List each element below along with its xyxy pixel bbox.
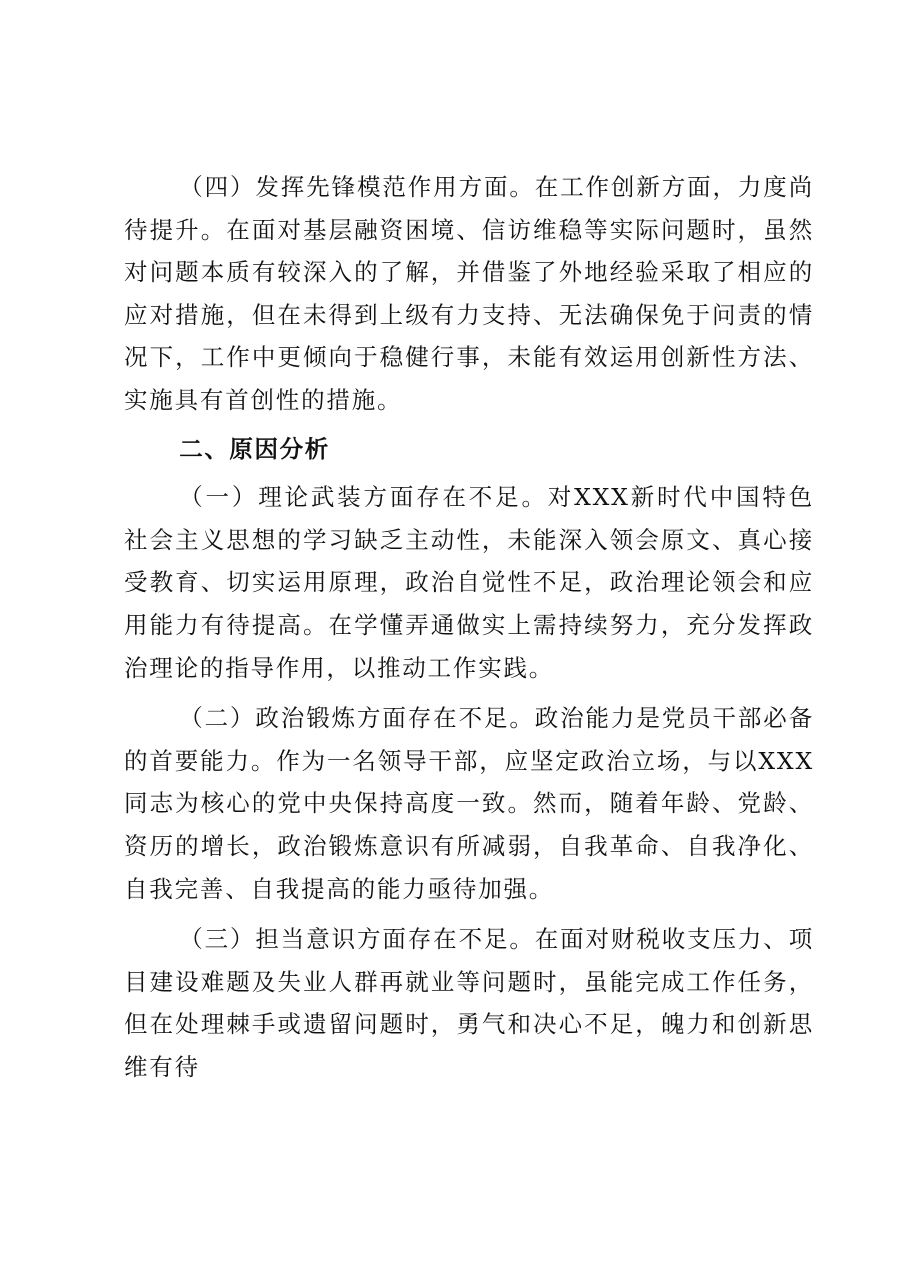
document-body xyxy=(124,166,814,1088)
paragraph-responsibility: （三）担当意识方面存在不足。在面对财税收支压力、项目建设难题及失业人群再就业等问题时，虽能完成工作任务，但在处理棘手或遗留问题时，勇气和决心不足，魄力和创新思维有待 xyxy=(124,925,814,1081)
paragraph-political-training: （二）政治锻炼方面存在不足。政治能力是党员干部必备的首要能力。作为一名领导干部，应坚定政治立场，与以XXX同志为核心的党中央保持高度一致。然而，随着年龄、党龄、资历的增长，政治锻炼意识有所减弱，自我革命、自我净化、自我完善、自我提高的能力亟待加强。 xyxy=(124,704,814,903)
paragraph-pioneer-role: （四）发挥先锋模范作用方面。在工作创新方面，力度尚待提升。在面对基层融资困境、信访维稳等实际问题时，虽然对问题本质有较深入的了解，并借鉴了外地经验采取了相应的应对措施，但在未得到上级有力支持、无法确保免于问责的情况下，工作中更倾向于稳健行事，未能有效运用创新性方法、实施具有首创性的措施。 xyxy=(124,173,814,414)
section-heading-cause-analysis: 二、原因分析 xyxy=(179,434,330,463)
paragraph-theory-arming: （一）理论武装方面存在不足。对XXX新时代中国特色社会主义思想的学习缺乏主动性，未能深入领会原文、真心接受教育、切实运用原理，政治自觉性不足，政治理论领会和应用能力有待提高。在学懂弄通做实上需持续努力，充分发挥政治理论的指导作用，以推动工作实践。 xyxy=(124,483,814,682)
